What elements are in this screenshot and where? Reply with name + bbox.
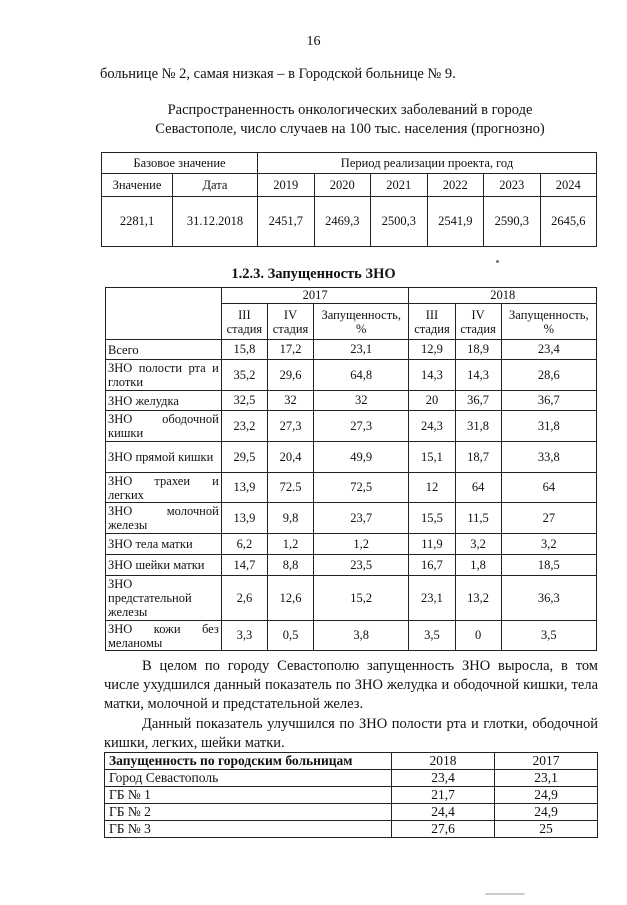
cell-value: 36,3 <box>501 576 596 621</box>
row-label: ЗНО желудка <box>106 391 222 411</box>
cell-value: 13,2 <box>455 576 501 621</box>
cell-value: 2,6 <box>221 576 267 621</box>
neglect-table <box>105 287 597 651</box>
cell-value: 11,9 <box>409 534 455 555</box>
row-label: ЗНО тела матки <box>106 534 222 555</box>
paragraph-text: В целом по городу Севастополю запущенность ЗНО выросла, в том числе ухудшился данный показатель по ЗНО желудка и ободочной кишки, тела матки, молочной и предстательной желез. <box>104 658 598 712</box>
hospital-name: ГБ № 1 <box>105 787 392 804</box>
cell-value: 23,1 <box>314 340 409 360</box>
neglect-percent-header: Запущенность, % <box>314 304 409 340</box>
forecast-value: 2645,6 <box>540 197 597 247</box>
cell-value: 18,7 <box>455 442 501 473</box>
cell-value: 13,9 <box>221 473 267 503</box>
cell-value: 23,4 <box>392 770 495 787</box>
row-label: ЗНО кожи без меланомы <box>106 621 222 651</box>
cell-value: 24,9 <box>495 804 598 821</box>
cell-value: 15,1 <box>409 442 455 473</box>
cell-value: 31,8 <box>455 411 501 442</box>
cell-value: 49,9 <box>314 442 409 473</box>
cell-value: 24,3 <box>409 411 455 442</box>
cell-value: 27,3 <box>314 411 409 442</box>
cell-value: 1,8 <box>455 555 501 576</box>
forecast-value: 2500,3 <box>371 197 428 247</box>
table-header-row <box>102 153 597 174</box>
cell-value: 23,1 <box>409 576 455 621</box>
cell-value: 14,3 <box>455 360 501 391</box>
table-row <box>106 555 597 576</box>
table-row <box>106 503 597 534</box>
blank-header-cell <box>106 288 222 340</box>
cell-value: 29,5 <box>221 442 267 473</box>
cell-value: 32 <box>314 391 409 411</box>
cell-value: 32 <box>267 391 313 411</box>
table-row <box>106 473 597 503</box>
cell-value: 28,6 <box>501 360 596 391</box>
cell-value: 15,8 <box>221 340 267 360</box>
period-header: Период реализации проекта, год <box>258 153 597 174</box>
table-caption <box>100 101 600 139</box>
table-row <box>106 391 597 411</box>
row-label: ЗНО прямой кишки <box>106 442 222 473</box>
cell-value: 27 <box>501 503 596 534</box>
cell-value: 20,4 <box>267 442 313 473</box>
cell-value: 27,6 <box>392 821 495 838</box>
year-header: 2022 <box>427 174 484 197</box>
cell-value: 23,1 <box>495 770 598 787</box>
stage-iii-header: III стадия <box>409 304 455 340</box>
cell-value: 12,9 <box>409 340 455 360</box>
cell-value: 64 <box>455 473 501 503</box>
cell-value: 27,3 <box>267 411 313 442</box>
row-label: ЗНО трахеи и легких <box>106 473 222 503</box>
cell-value: 14,3 <box>409 360 455 391</box>
scan-speck <box>496 260 499 263</box>
cell-value: 24,4 <box>392 804 495 821</box>
year-header: 2018 <box>392 753 495 770</box>
table-row <box>105 770 598 787</box>
page-number: 16 <box>306 34 321 49</box>
table-row <box>105 787 598 804</box>
year-header: 2017 <box>495 753 598 770</box>
cell-value: 3,5 <box>501 621 596 651</box>
paragraph-text: Данный показатель улучшился по ЗНО полости рта и глотки, ободочной кишки, легких, шейки матки. <box>104 716 598 751</box>
forecast-value: 2451,7 <box>258 197 315 247</box>
paragraph-1 <box>104 657 598 714</box>
cell-value: 23,5 <box>314 555 409 576</box>
cell-value: 3,8 <box>314 621 409 651</box>
cell-value: 72.5 <box>267 473 313 503</box>
cell-value: 72,5 <box>314 473 409 503</box>
section-title: 1.2.3. Запущенность ЗНО <box>231 266 396 282</box>
cell-value: 32,5 <box>221 391 267 411</box>
cell-value: 18,9 <box>455 340 501 360</box>
year-header: 2021 <box>371 174 428 197</box>
cell-value: 23,4 <box>501 340 596 360</box>
cell-value: 12 <box>409 473 455 503</box>
cell-value: 3,2 <box>455 534 501 555</box>
cell-value: 1,2 <box>267 534 313 555</box>
cell-value: 17,2 <box>267 340 313 360</box>
table-row <box>106 340 597 360</box>
hospitals-table <box>104 752 598 838</box>
cell-value: 3,5 <box>409 621 455 651</box>
cell-value: 21,7 <box>392 787 495 804</box>
forecast-value: 2541,9 <box>427 197 484 247</box>
cell-value: 14,7 <box>221 555 267 576</box>
cell-value: 1,2 <box>314 534 409 555</box>
table-row <box>106 534 597 555</box>
caption-line-2: Севастополе, число случаев на 100 тыс. населения (прогнозно) <box>155 121 545 137</box>
cell-value: 8,8 <box>267 555 313 576</box>
value-header: Значение <box>102 174 173 197</box>
cell-value: 11,5 <box>455 503 501 534</box>
year-header: 2024 <box>540 174 597 197</box>
prevalence-table <box>101 152 597 247</box>
cell-value: 25 <box>495 821 598 838</box>
cell-value: 64,8 <box>314 360 409 391</box>
cell-value: 23,7 <box>314 503 409 534</box>
hospital-name: ГБ № 2 <box>105 804 392 821</box>
caption-line-1: Распространенность онкологических заболеваний в городе <box>167 102 533 118</box>
cell-value: 36,7 <box>455 391 501 411</box>
cell-value: 0 <box>455 621 501 651</box>
stage-iv-header: IV стадия <box>267 304 313 340</box>
cell-value: 16,7 <box>409 555 455 576</box>
base-value-header: Базовое значение <box>102 153 258 174</box>
cell-value: 20 <box>409 391 455 411</box>
row-label: Всего <box>106 340 222 360</box>
cell-value: 64 <box>501 473 596 503</box>
row-label: ЗНО молочной железы <box>106 503 222 534</box>
table-row <box>106 576 597 621</box>
row-label: ЗНО шейки матки <box>106 555 222 576</box>
base-date: 31.12.2018 <box>173 197 258 247</box>
intro-line: больнице № 2, самая низкая – в Городской больнице № 9. <box>100 66 456 82</box>
cell-value: 6,2 <box>221 534 267 555</box>
hospitals-header: Запущенность по городским больницам <box>105 753 392 770</box>
stage-iii-header: III стадия <box>221 304 267 340</box>
cell-value: 35,2 <box>221 360 267 391</box>
cell-value: 18,5 <box>501 555 596 576</box>
table-row <box>106 442 597 473</box>
cell-value: 33,8 <box>501 442 596 473</box>
cell-value: 13,9 <box>221 503 267 534</box>
cell-value: 24,9 <box>495 787 598 804</box>
cell-value: 15,5 <box>409 503 455 534</box>
row-label: ЗНО предстательной железы <box>106 576 222 621</box>
hospital-name: ГБ № 3 <box>105 821 392 838</box>
hospital-name: Город Севастополь <box>105 770 392 787</box>
table-row <box>106 621 597 651</box>
table-header-row <box>102 174 597 197</box>
cell-value: 3,2 <box>501 534 596 555</box>
year-header: 2019 <box>258 174 315 197</box>
row-label: ЗНО полости рта и глотки <box>106 360 222 391</box>
table-header-row <box>105 753 598 770</box>
table-header-row <box>106 288 597 304</box>
table-row <box>105 821 598 838</box>
base-value: 2281,1 <box>102 197 173 247</box>
table-row <box>102 197 597 247</box>
forecast-value: 2469,3 <box>314 197 371 247</box>
cell-value: 31,8 <box>501 411 596 442</box>
cell-value: 36,7 <box>501 391 596 411</box>
paragraph-2 <box>104 715 598 753</box>
table-row <box>106 411 597 442</box>
date-header: Дата <box>173 174 258 197</box>
cell-value: 29,6 <box>267 360 313 391</box>
forecast-value: 2590,3 <box>484 197 541 247</box>
cell-value: 3,3 <box>221 621 267 651</box>
table-row <box>106 360 597 391</box>
table-row <box>105 804 598 821</box>
year-header: 2017 <box>221 288 409 304</box>
year-header: 2023 <box>484 174 541 197</box>
year-header: 2020 <box>314 174 371 197</box>
neglect-percent-header: Запущенность, % <box>501 304 596 340</box>
cell-value: 12,6 <box>267 576 313 621</box>
cell-value: 23,2 <box>221 411 267 442</box>
cell-value: 0,5 <box>267 621 313 651</box>
cell-value: 9,8 <box>267 503 313 534</box>
year-header: 2018 <box>409 288 597 304</box>
cell-value: 15,2 <box>314 576 409 621</box>
stage-iv-header: IV стадия <box>455 304 501 340</box>
scan-speck <box>485 893 525 895</box>
row-label: ЗНО ободочной кишки <box>106 411 222 442</box>
